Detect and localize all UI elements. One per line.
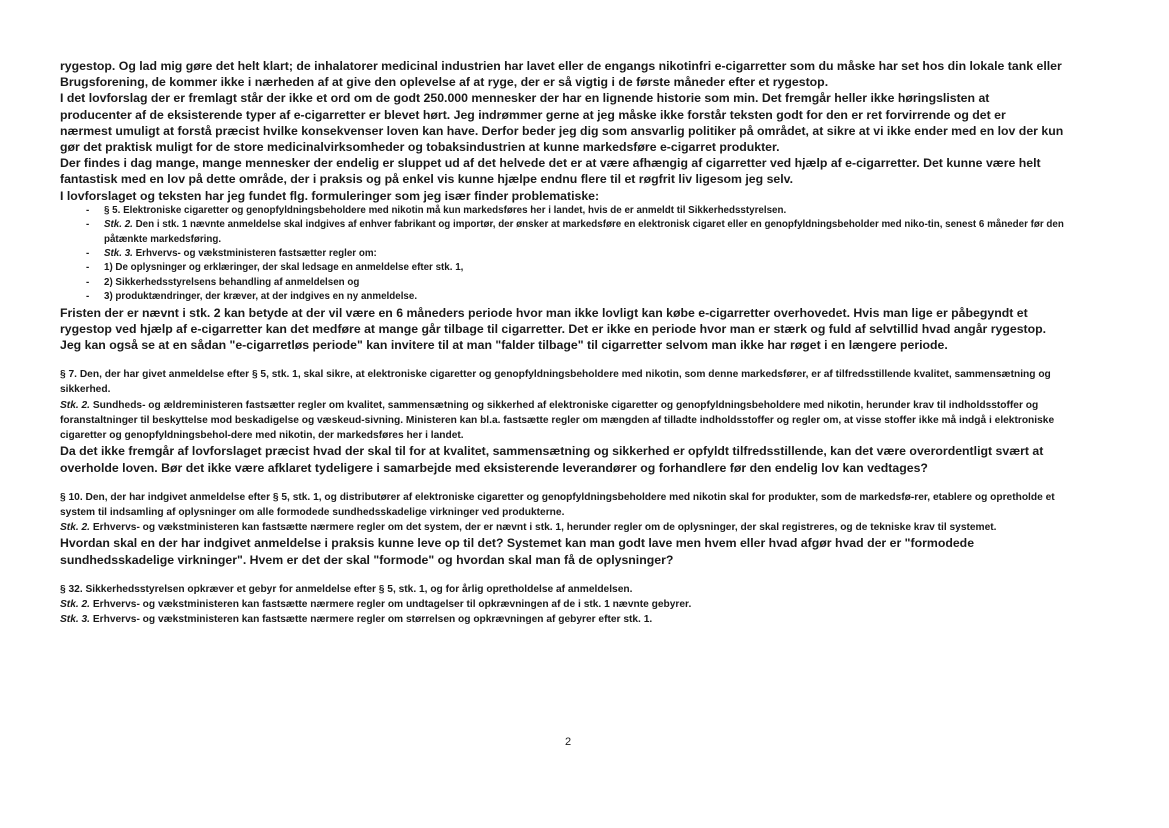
list-item-text: 3) produktændringer, der kræver, at der indgives en ny anmeldelse. <box>104 291 418 303</box>
page-number: 2 <box>565 736 572 748</box>
section-32-quote <box>60 582 1080 628</box>
stk-prefix: Stk. 3. <box>60 614 91 626</box>
text-line: Brugsforening, de kommer ikke i nærheden af at give den oplevelse af at ryge, der er så vigtig i de første måneder efter et rygestop. <box>60 75 829 90</box>
quoted-provisions-list <box>60 204 1080 305</box>
list-item <box>86 261 1080 275</box>
provision-text: Sundheds- og ældreministeren fastsætter regler om kvalitet, sammensætning og sikkerhed af elektroniske cigaretter og genopfyldningsbeholdere med nikotin, herunder krav til indholdsstoffer og foranstaltninger til beskyttelse mod beskadigelse og væskeud-sivning. Ministeren kan bl.a. fastsætte regler om mængden af tilladte indholdsstoffer og regler om, at visse stoffer ikke må indgå i elektroniske cigaretter og genopfyldningsbehol-dere med nikotin, der markedsføres her i landet. <box>60 399 1055 442</box>
provision-paragraph <box>60 398 1080 444</box>
list-item-text: 1) De oplysninger og erklæringer, der skal ledsage en anmeldelse efter stk. 1, <box>104 262 464 274</box>
list-item <box>86 218 1080 247</box>
text-line: fantastisk med en lov på dette område, der i praksis og på enkel vis kunne hjælpe endnu flere til et røgfrit liv ligesom jeg selv. <box>60 172 794 187</box>
list-item-text: Erhvervs- og vækstministeren fastsætter regler om: <box>132 248 377 260</box>
section-10-quote <box>60 490 1080 536</box>
list-item <box>86 247 1080 261</box>
text-line: rygestop. Og lad mig gøre det helt klart; de inhalatorer medicinal industrien har lavet eller de engangs nikotinfri e-cigarretter som du måske har set hos din lokale tank eller <box>60 59 1062 73</box>
document-page <box>60 58 1080 627</box>
provision-paragraph <box>60 582 1080 597</box>
text-line: sundhedsskadelige virkninger". Hvem er det der skal "formode" og hvordan skal man få de oplysninger? <box>60 552 674 567</box>
list-item-text: Den i stk. 1 nævnte anmeldelse skal indgives af enhver fabrikant og importør, der ønsker at markedsføre en elektronisk cigaret eller en genopfyldningsbeholder med niko-tin, senest 6 måneder før den påtænkte markedsføring. <box>104 219 1064 245</box>
provision-paragraph <box>60 612 1080 627</box>
text-line: I det lovforslag der er fremlagt står der ikke et ord om de godt 250.000 mennesker der har en lignende historie som min. Det fremgår heller ikke høringslisten at <box>60 91 990 106</box>
text-line: Hvordan skal en der har indgivet anmeldelse i praksis kunne leve op til det? Systemet kan man godt lave men hvem eller hvad afgør hvad der er "formodede <box>60 536 975 551</box>
provision-text: § 32. Sikkerhedsstyrelsen opkræver et gebyr for anmeldelse efter § 5, stk. 1, og for årlig opretholdelse af anmeldelsen. <box>60 583 633 595</box>
text-line: Fristen der er nævnt i stk. 2 kan betyde at der vil være en 6 måneders periode hvor man ikke lovligt kan købe e-cigarretter overhovedet. Hvis man lige er påbegyndt et <box>60 305 1028 320</box>
provision-text: § 10. Den, der har indgivet anmeldelse efter § 5, stk. 1, og distributører af elektroniske cigaretter og genopfyldningsbeholdere med nikotin skal for produkter, som de markedsfø-rer, etablere og opretholde et system til indsamling af oplysninger om alle formodede sundhedsskadelige virkninger ved produkterne. <box>60 491 1055 518</box>
list-item-text: 2) Sikkerhedsstyrelsens behandling af anmeldelsen og <box>104 276 360 288</box>
provision-paragraph <box>60 597 1080 612</box>
spacer <box>60 568 1080 582</box>
stk-prefix: Stk. 2. <box>60 522 91 534</box>
provision-paragraph <box>60 490 1080 520</box>
provision-paragraph <box>60 367 1080 397</box>
text-line: Der findes i dag mange, mange mennesker der endelig er sluppet ud af det helvede det er at være afhængig af cigarretter ved hjælp af e-cigarretter. Det kunne være helt <box>60 156 1041 171</box>
after-list-text <box>60 305 1080 354</box>
spacer <box>60 353 1080 367</box>
list-item <box>86 276 1080 290</box>
text-line: gør det praktisk muligt for de store medicinalvirksomheder og tobaksindustrien at kunne markedsføre e-cigarret produkter. <box>60 140 780 155</box>
stk-prefix: Stk. 2. <box>60 399 91 411</box>
section-7-quote <box>60 367 1080 443</box>
text-line: Jeg kan også se at en sådan "e-cigarretløs periode" kan invitere til at man "falder tilbage" til cigarretter selvom man ikke har røget i en længere periode. <box>60 338 948 353</box>
text-line: nærmest umuligt at forstå præcist hvilke konsekvenser loven kan have. Derfor beder jeg dig som ansvarlig politiker på området, at sikre at vi ikke ender med en lov der kun <box>60 123 1064 138</box>
stk-prefix: Stk. 3. <box>104 248 133 260</box>
stk-prefix: Stk. 2. <box>104 219 133 231</box>
list-item <box>86 204 1080 218</box>
list-item-text: § 5. Elektroniske cigaretter og genopfyldningsbeholdere med nikotin må kun markedsføres her i landet, hvis de er anmeldt til Sikkerhedsstyrelsen. <box>104 204 787 216</box>
text-line: producenter af de eksisterende typer af e-cigarretter er blevet hørt. Jeg indrømmer gerne at jeg måske ikke forstår teksten godt for den er ret forvirrende og det er <box>60 107 1006 122</box>
spacer <box>60 476 1080 490</box>
provision-paragraph <box>60 520 1080 535</box>
provision-text: Erhvervs- og vækstministeren kan fastsætte nærmere regler om det system, der er nævnt i stk. 1, herunder regler om de oplysninger, der skal registreres, og de tekniske krav til systemet. <box>90 522 997 534</box>
stk-prefix: Stk. 2. <box>60 598 91 610</box>
section-10-comment <box>60 535 1080 567</box>
text-line: I lovforslaget og teksten har jeg fundet flg. formuleringer som jeg især finder problematiske: <box>60 188 600 203</box>
intro-text <box>60 58 1080 204</box>
text-line: rygestop ved hjælp af e-cigarretter kan det medføre at mange går tilbage til cigarretter. Det er ikke en periode hvor man er stærk og fuld af selvtillid hvad angår rygestop. <box>60 321 1047 336</box>
section-7-comment <box>60 443 1080 475</box>
list-item <box>86 290 1080 304</box>
provision-text: Erhvervs- og vækstministeren kan fastsætte nærmere regler om størrelsen og opkrævningen af gebyrer efter stk. 1. <box>90 614 653 626</box>
provision-text: Erhvervs- og vækstministeren kan fastsætte nærmere regler om undtagelser til opkrævningen af de i stk. 1 nævnte gebyrer. <box>90 598 692 610</box>
provision-text: § 7. Den, der har givet anmeldelse efter § 5, stk. 1, skal sikre, at elektroniske cigaretter og genopfyldningsbeholdere med nikotin, som denne markedsfører, er af tilfredsstillende kvalitet, sammensætning og sikkerhed. <box>60 369 1051 396</box>
text-line: Da det ikke fremgår af lovforslaget præcist hvad der skal til for at kvalitet, sammensætning og sikkerhed er opfyldt tilfredsstillende, kan det være overordentligt svært at <box>60 444 1044 459</box>
text-line: overholde loven. Bør det ikke være afklaret tydeligere i samarbejde med eksisterende leverandører og forhandlere før den endelig lov kan vedtages? <box>60 460 928 475</box>
